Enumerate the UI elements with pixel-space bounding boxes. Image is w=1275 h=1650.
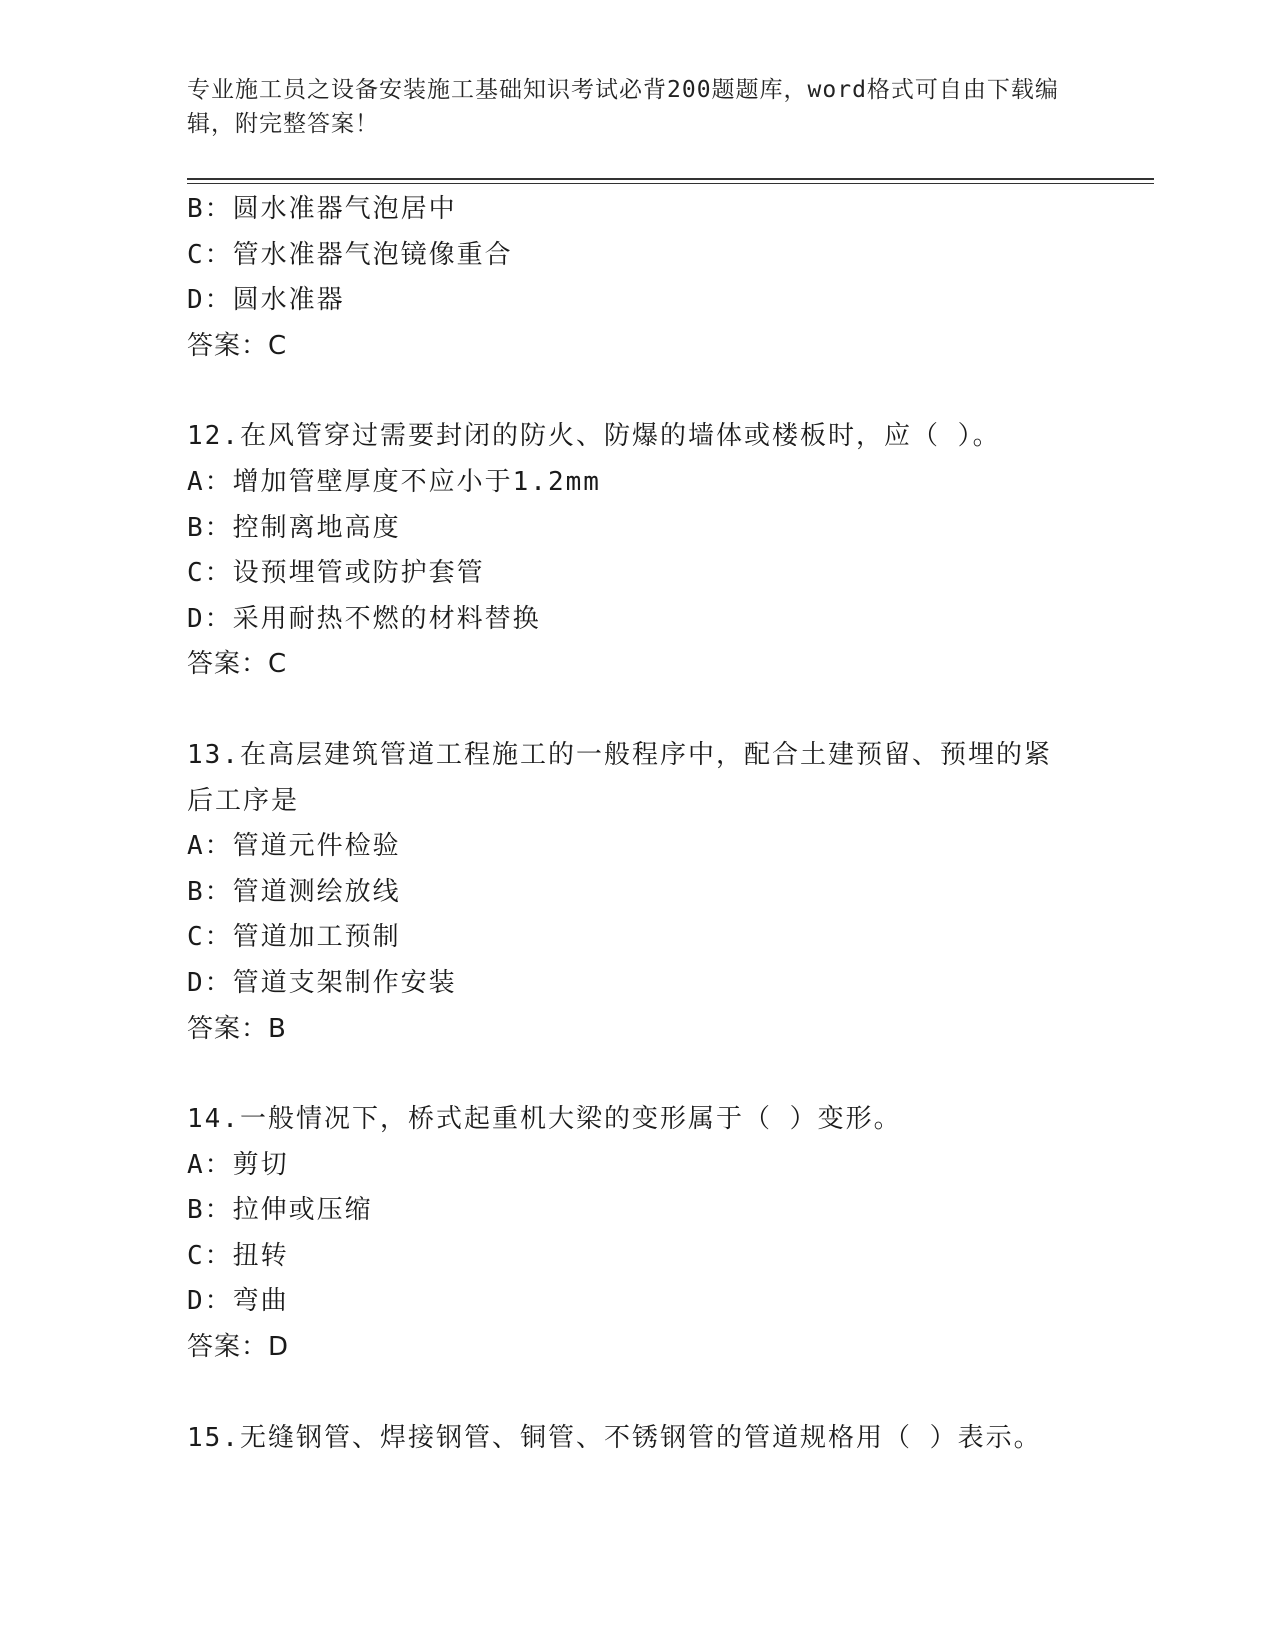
option-d: D：圆水准器 — [187, 285, 345, 316]
option-c: C：设预埋管或防护套管 — [187, 558, 485, 589]
option-c: C：管道加工预制 — [187, 922, 401, 953]
option-d: D：弯曲 — [187, 1286, 289, 1317]
option-a: A：增加管壁厚度不应小于1.2mm — [187, 466, 601, 497]
question-stem: 14.一般情况下，桥式起重机大梁的变形属于（ ）变形。 — [187, 1104, 902, 1135]
option-d: D：采用耐热不燃的材料替换 — [187, 603, 541, 634]
question-stem: 15.无缝钢管、焊接钢管、铜管、不锈钢管的管道规格用（ ）表示。 — [187, 1422, 1042, 1453]
option-a: A：管道元件检验 — [187, 831, 401, 862]
option-b: B：管道测绘放线 — [187, 876, 401, 907]
question-stem: 12.在风管穿过需要封闭的防火、防爆的墙体或楼板时，应（ ）。 — [187, 421, 1001, 452]
spacer — [187, 688, 1087, 733]
option-c: C：管水准器气泡镜像重合 — [187, 239, 513, 270]
question-content — [187, 187, 1087, 1461]
option-b: B：圆水准器气泡居中 — [187, 194, 457, 224]
answer: 答案：C — [187, 649, 288, 680]
header-rule-thick — [187, 178, 1154, 180]
question-15 — [187, 1416, 1087, 1462]
header-rule-thin — [187, 183, 1154, 184]
document-header: 专业施工员之设备安装施工基础知识考试必背200题题库，word格式可自由下载编辑，附完整答案！ — [187, 77, 1059, 137]
answer: 答案：C — [187, 330, 288, 361]
option-c: C：扭转 — [187, 1240, 289, 1271]
option-b: B：控制离地高度 — [187, 512, 401, 543]
option-a: A：剪切 — [187, 1149, 289, 1180]
question-12 — [187, 414, 1087, 688]
option-d: D：管道支架制作安装 — [187, 967, 457, 998]
option-b: B：拉伸或压缩 — [187, 1195, 373, 1226]
spacer — [187, 1371, 1087, 1416]
question-stem: 13.在高层建筑管道工程施工的一般程序中，配合土建预留、预埋的紧后工序是 — [187, 739, 1052, 816]
spacer — [187, 369, 1087, 414]
question-11-continued — [187, 187, 1087, 369]
answer: 答案：D — [187, 1332, 290, 1363]
spacer — [187, 1052, 1087, 1097]
question-13 — [187, 733, 1087, 1052]
answer: 答案：B — [187, 1013, 287, 1044]
question-14 — [187, 1097, 1087, 1371]
